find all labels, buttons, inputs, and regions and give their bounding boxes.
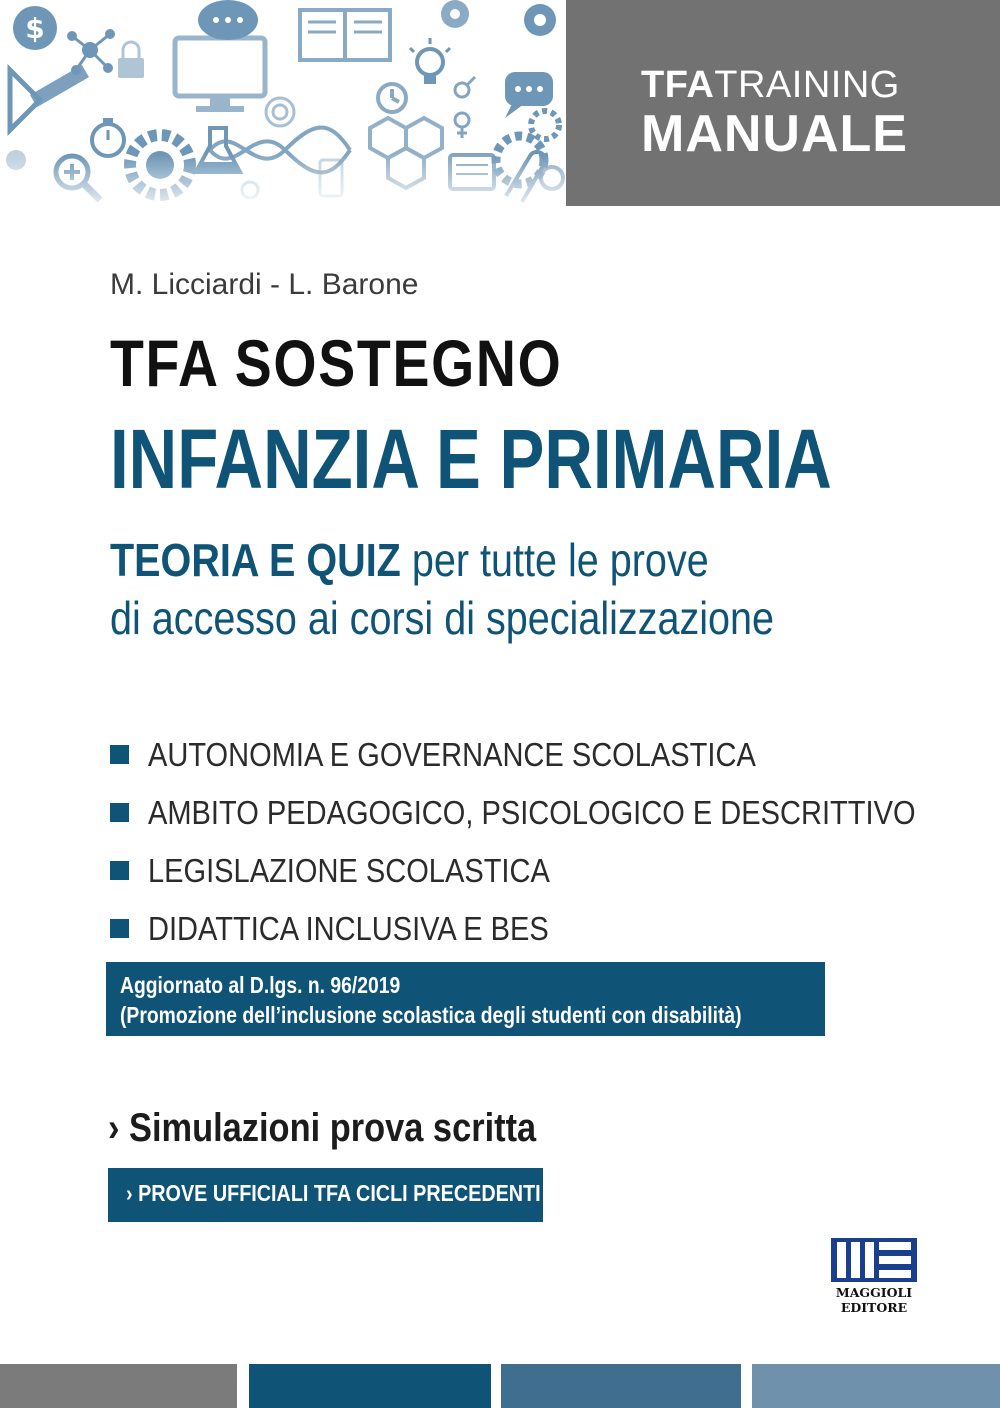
topic-label: AMBITO PEDAGOGICO, PSICOLOGICO E DESCRITTIVO: [148, 793, 916, 831]
maggioli-logo-icon: [831, 1238, 917, 1282]
title-line-1: TFA SOSTEGNO: [110, 326, 563, 400]
icon-pattern-art: [0, 0, 566, 206]
bottom-stripe: [501, 1364, 741, 1408]
square-bullet-icon: [110, 745, 129, 764]
bottom-stripe: [0, 1364, 237, 1408]
bottom-stripe: [249, 1364, 491, 1408]
publisher-logo: [828, 1238, 920, 1316]
update-notice-box: [106, 962, 825, 1036]
authors: M. Licciardi - L. Barone: [110, 268, 419, 301]
list-item: [110, 725, 1000, 783]
series-name-light: TRAINING: [714, 64, 900, 106]
bottom-stripe: [752, 1364, 1000, 1408]
series-name-bold: TFA: [641, 64, 715, 106]
topics-list: [110, 725, 1000, 957]
prove-ufficiali-text: › PROVE UFFICIALI TFA CICLI PRECEDENTI: [126, 1180, 541, 1206]
list-item: [110, 841, 1000, 899]
subtitle-line-1: [110, 532, 774, 590]
topic-label: LEGISLAZIONE SCOLASTICA: [148, 851, 550, 889]
subtitle: [110, 532, 774, 647]
topic-label: AUTONOMIA E GOVERNANCE SCOLASTICA: [148, 735, 756, 773]
square-bullet-icon: [110, 919, 129, 938]
prove-ufficiali-label: [108, 1168, 543, 1222]
notice-line-2: (Promozione dell’inclusione scolastica degli studenti con disabilità): [120, 1001, 742, 1028]
publisher-line-2: EDITORE: [840, 1300, 908, 1315]
subtitle-line-2: di accesso ai corsi di specializzazione: [110, 591, 775, 644]
publisher-name: [828, 1285, 920, 1315]
series-label-box: [566, 0, 1000, 206]
subtitle-strong: TEORIA E QUIZ: [110, 534, 401, 586]
series-type: MANUALE: [641, 105, 908, 163]
square-bullet-icon: [110, 861, 129, 880]
simulazioni-heading: › Simulazioni prova scritta: [108, 1106, 537, 1150]
list-item: [110, 899, 1000, 957]
notice-line-1: Aggiornato al D.lgs. n. 96/2019: [120, 972, 401, 998]
icon-pattern-header: [0, 0, 566, 206]
publisher-line-1: MAGGIOLI: [835, 1285, 913, 1300]
list-item: [110, 783, 1000, 841]
series-name: [641, 66, 900, 104]
topic-label: DIDATTICA INCLUSIVA E BES: [148, 909, 549, 947]
subtitle-rest: per tutte le prove: [400, 534, 709, 586]
title-line-2: INFANZIA E PRIMARIA: [110, 412, 832, 506]
square-bullet-icon: [110, 803, 129, 822]
